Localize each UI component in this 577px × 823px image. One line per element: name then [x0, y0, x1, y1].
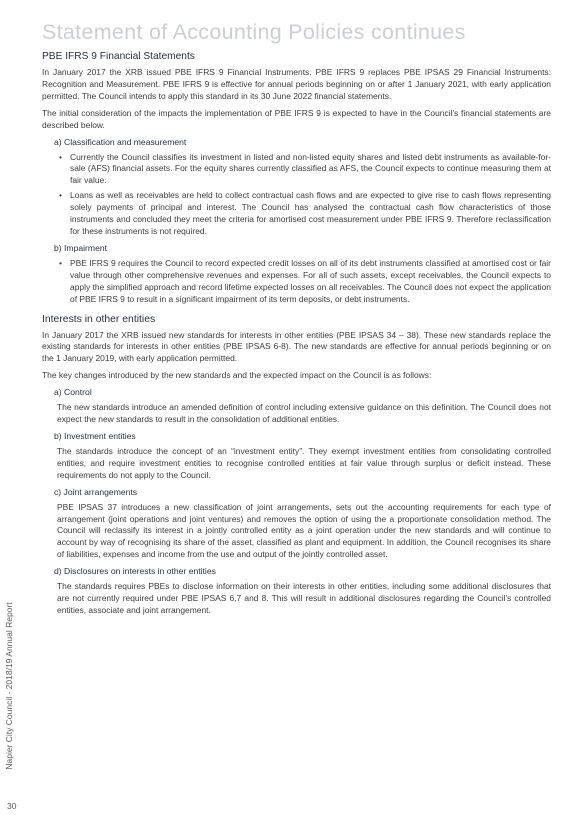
- list-item: • PBE IFRS 9 requires the Council to record expected credit losses on all of its debt instruments classified at amortised cost or fair value through other comprehensive revenues and expenses. For all of such assets, except receivables, the Council expects to apply the simplified approach and record lifetime expected losses on all receivables. The Council does not expect the application of PBE IFRS 9 to result in a significant impairment of its term deposits, or debt instruments.: [70, 258, 551, 306]
- control-paragraph: The new standards introduce an amended definition of control including extensive guidance on this definition. The Council does not expect the new standards to result in the consolidation of additional entities.: [57, 402, 551, 425]
- page-number: 30: [7, 801, 17, 811]
- investment-entities-paragraph: The standards introduce the concept of an “investment entity”. They exempt investment entities from consolidating controlled entities, and require investment entities to recognise controlled entities at fair value through surplus or deficit instead. These requirements do not apply to the Council.: [57, 445, 551, 480]
- classification-heading: a) Classification and measurement: [54, 136, 187, 147]
- joint-arrangements-paragraph: PBE IPSAS 37 introduces a new classification of joint arrangements, sets out the accounting requirements for each type of arrangement (joint operations and joint ventures) and removes the option of using the a proportionate consolidation method. The Council will reclassify its interest in a jointly controlled entity as a joint operation under the new standards and will continue to account by way of recognising its share of the asset, classified as plant and equipment. In addition, the Council recognises its share of liabilities, expenses and income from the use and output of the jointly controlled asset.: [57, 501, 551, 560]
- impairment-list: [42, 258, 551, 306]
- list-item: • Loans as well as receivables are held to collect contractual cash flows and are expected to give rise to cash flows representing solely payments of principal and interest. The Council has analysed the contractual cash flow characteristics of those instruments and concluded they meet the criteria for amortised cost measurement under PBE IFRS 9. Therefore reclassification for these instruments is not required.: [70, 190, 551, 238]
- classification-list: [42, 152, 551, 238]
- interests-intro-paragraph: The key changes introduced by the new standards and the expected impact on the Council is as follows:: [42, 370, 432, 381]
- page-content: [42, 51, 551, 622]
- ifrs9-intro-paragraph: In January 2017 the XRB issued PBE IFRS 9 Financial Instruments. PBE IFRS 9 replaces PBE IPSAS 29 Financial Instruments: Recognition and Measurement. PBE IFRS 9 is effective for annual periods beginning on or after 1 January 2021, with early application permitted. The Council intends to apply this standard in its 30 June 2022 financial statements.: [42, 67, 551, 101]
- impairment-heading: b) Impairment: [54, 242, 108, 253]
- interests-intro-paragraph: In January 2017 the XRB issued new standards for interests in other entities (PBE IPSAS 34 – 38). These new standards replace the existing standards for interests in other entities (PBE IPSAS 6-8). The new standards are effective for annual periods beginning or on the 1 January 2019, with early application permitted.: [42, 329, 551, 364]
- investment-entities-heading: b) Investment entities: [54, 430, 136, 441]
- list-item: • Currently the Council classifies its investment in listed and non-listed equity shares and listed debt instruments as available-for-sale (AFS) financial assets. For the equity shares currently classified as AFS, the Council expects to continue measuring them at fair value.: [70, 152, 551, 188]
- ifrs9-heading: PBE IFRS 9 Financial Statements: [42, 51, 195, 62]
- joint-arrangements-heading: c) Joint arrangements: [54, 486, 138, 497]
- report-side-label: Napier City Council - 2018/19 Annual Report: [4, 602, 14, 770]
- disclosures-paragraph: The standards requires PBEs to disclose information on their interests in other entities, including some additional disclosures that are not currently required under PBE IPSAS 6,7 and 8. This will result in additional disclosures regarding the Council's controlled entities, associate and joint arrangement.: [57, 581, 551, 615]
- interests-heading: Interests in other entities: [42, 313, 156, 325]
- disclosures-heading: d) Disclosures on interests in other entities: [54, 566, 216, 577]
- ifrs9-intro-paragraph: The initial consideration of the impacts the implementation of PBE IFRS 9 is expected to have in the Council's financial statements are described below.: [42, 107, 551, 130]
- control-heading: a) Control: [54, 387, 92, 398]
- page-title: Statement of Accounting Policies continues: [42, 20, 466, 44]
